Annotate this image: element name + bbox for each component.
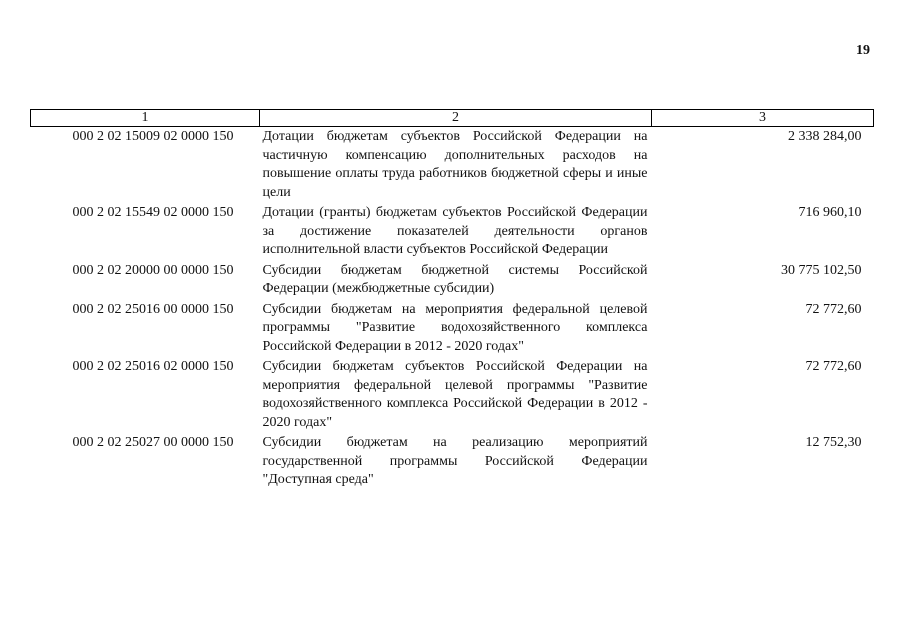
budget-code: 000 2 02 25016 02 0000 150	[72, 359, 234, 374]
budget-item-name: Субсидии бюджетам на реализацию мероприятий государственной программы Российской Федерации "Доступная среда"	[262, 435, 648, 487]
column-header-2: 2	[260, 110, 652, 127]
budget-item-name: Дотации бюджетам субъектов Российской Федерации на частичную компенсацию дополнительных расходов на повышение оплаты труда работников бюджетной сферы и иные цели	[262, 129, 648, 200]
table-row	[31, 203, 874, 261]
budget-amount: 12 752,30	[805, 435, 862, 450]
budget-amount: 72 772,60	[805, 359, 862, 374]
table-row	[31, 357, 874, 433]
budget-amount: 2 338 284,00	[788, 129, 862, 144]
budget-code: 000 2 02 25027 00 0000 150	[72, 435, 234, 450]
table-row	[31, 127, 874, 204]
table-row	[31, 261, 874, 300]
table-row	[31, 300, 874, 358]
page-number: 19	[856, 43, 870, 58]
budget-amount: 30 775 102,50	[781, 262, 862, 278]
budget-item-name: Субсидии бюджетам на мероприятия федеральной целевой программы "Развитие водохозяйственного комплекса Российской Федерации в 2012 - 2020 годах"	[262, 301, 648, 354]
budget-item-name: Дотации (гранты) бюджетам субъектов Российской Федерации за достижение показателей деятельности органов исполнительной власти субъектов Российской Федерации	[262, 205, 648, 257]
budget-table	[30, 109, 874, 491]
budget-code: 000 2 02 15549 02 0000 150	[72, 205, 234, 220]
column-header-3: 3	[652, 110, 874, 127]
budget-amount: 716 960,10	[798, 205, 862, 220]
budget-item-name: Субсидии бюджетам субъектов Российской Федерации на мероприятия федеральной целевой программы "Развитие водохозяйственного комплекса Российской Федерации в 2012 - 2020 годах"	[262, 359, 648, 430]
column-header-1: 1	[31, 110, 260, 127]
budget-code: 000 2 02 25016 00 0000 150	[72, 301, 234, 317]
header-row	[31, 110, 874, 127]
budget-code: 000 2 02 20000 00 0000 150	[72, 262, 234, 278]
budget-code: 000 2 02 15009 02 0000 150	[72, 129, 234, 144]
table-row	[31, 433, 874, 491]
budget-item-name: Субсидии бюджетам бюджетной системы Российской Федерации (межбюджетные субсидии)	[262, 262, 648, 296]
budget-amount: 72 772,60	[805, 301, 862, 317]
